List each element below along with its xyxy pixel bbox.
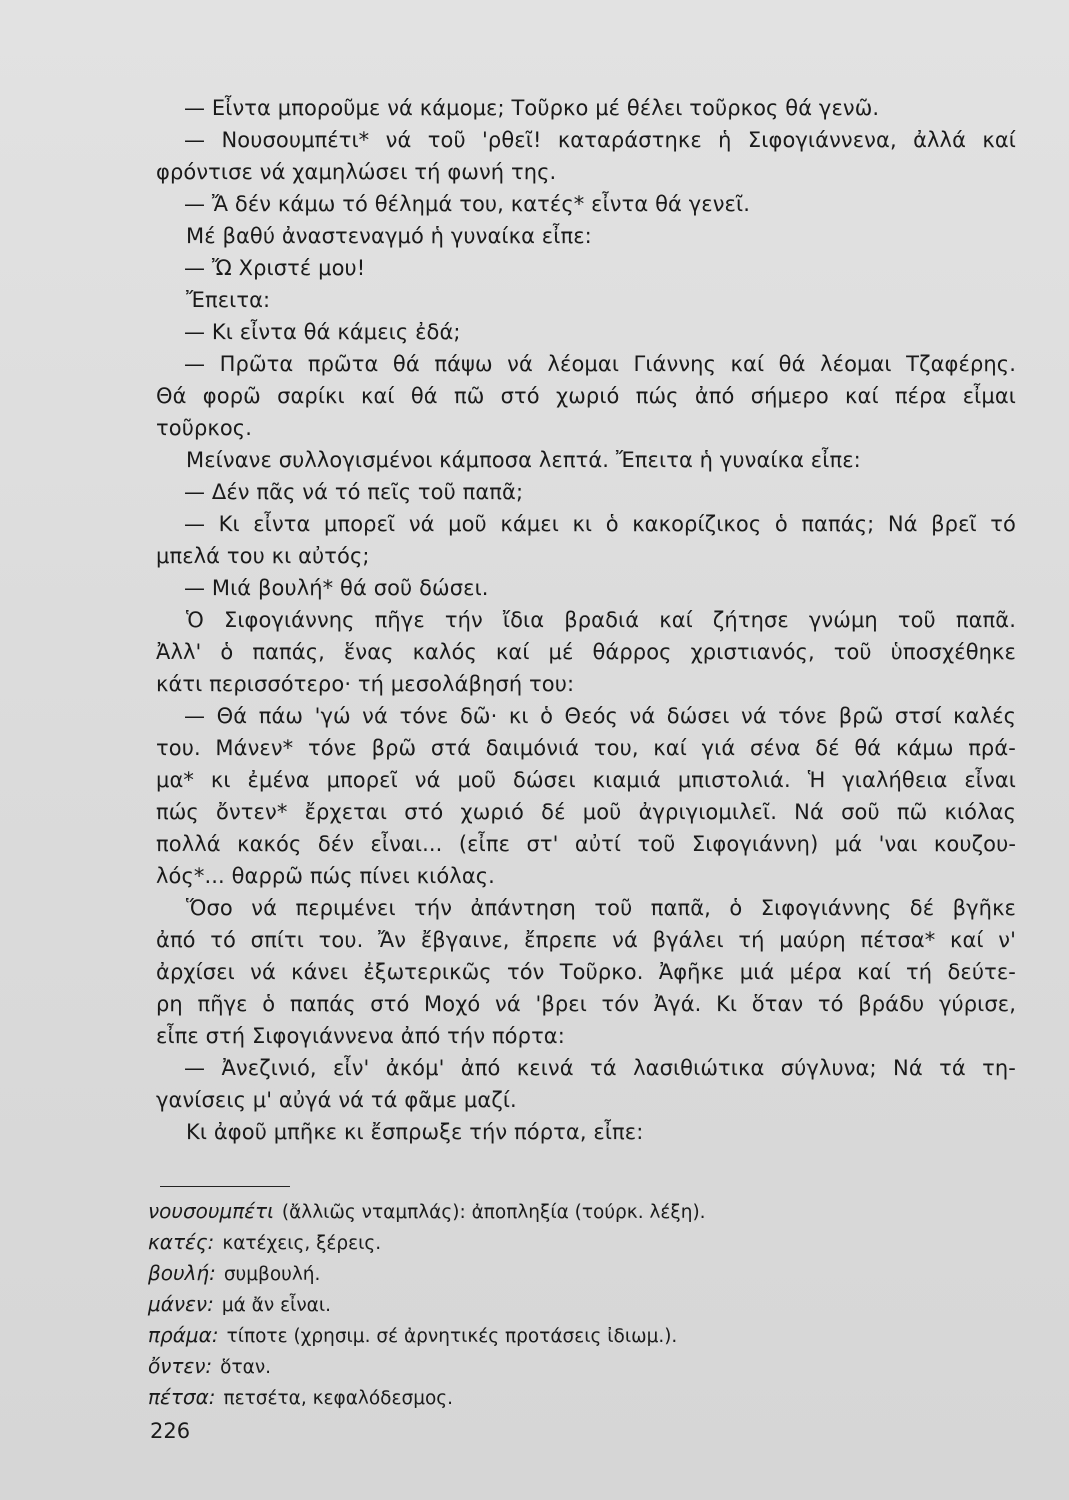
- text-line: πώς ὄντεν* ἔρχεται στό χωριό δέ μοῦ ἀγριγιομιλεῖ. Νά σοῦ πῶ κιόλας: [156, 800, 1016, 824]
- body-text: [156, 92, 1016, 1148]
- text-line: ἀρχίσει νά κάνει ἐξωτερικῶς τόν Τοῦρκο. Ἀφῆκε μιά μέρα καί τή δεύτε-: [156, 960, 1016, 984]
- text-line: — Κι εἶντα μπορεῖ νά μοῦ κάμει κι ὁ κακορίζικος ὁ παπάς; Νά βρεῖ τό: [184, 512, 1016, 536]
- footnote-term: νουσουμπέτι: [148, 1199, 274, 1223]
- text-line: του. Μάνεν* τόνε βρῶ στά δαιμόνιά του, καί γιά σένα δέ θά κάμω πρά-: [156, 736, 1016, 760]
- footnote: [148, 1196, 1008, 1227]
- footnote: [148, 1227, 1008, 1258]
- footnote-definition: (ἄλλιῶς νταμπλάς): ἀποπληξία (τούρκ. λέξη).: [281, 1202, 706, 1223]
- text-line: — Μιά βουλή* θά σοῦ δώσει.: [184, 576, 489, 600]
- text-line: — Ἄ δέν κάμω τό θέλημά του, κατές* εἶντα θά γενεῖ.: [184, 192, 750, 216]
- footnote-divider: [160, 1186, 290, 1187]
- footnote-definition: κατέχεις, ξέρεις.: [222, 1233, 382, 1254]
- footnote-definition: πετσέτα, κεφαλόδεσμος.: [223, 1388, 454, 1409]
- footnote-term: ὄντεν:: [148, 1354, 213, 1378]
- text-line: πολλά κακός δέν εἶναι... (εἶπε στ' αὐτί τοῦ Σιφογιάννη) μά 'ναι κουζου-: [156, 832, 1016, 856]
- text-line: Ὁ Σιφογιάννης πῆγε τήν ἴδια βραδιά καί ζήτησε γνώμη τοῦ παπᾶ.: [186, 608, 1016, 632]
- text-line: — Ἀνεζινιό, εἶν' ἀκόμ' ἀπό κεινά τά λασιθιώτικα σύγλυνα; Νά τά τη-: [184, 1056, 1016, 1080]
- text-line: — Κι εἶντα θά κάμεις ἐδά;: [184, 320, 461, 344]
- text-line: εἶπε στή Σιφογιάννενα ἀπό τήν πόρτα:: [156, 1024, 565, 1048]
- footnote-term: πράμα:: [148, 1323, 219, 1347]
- text-line: — Νουσουμπέτι* νά τοῦ 'ρθεῖ! καταράστηκε ἡ Σιφογιάννενα, ἀλλά καί: [184, 128, 1016, 152]
- text-line: λός*... θαρρῶ πώς πίνει κιόλας.: [156, 864, 495, 888]
- text-line: — Εἶντα μποροῦμε νά κάμομε; Τοῦρκο μέ θέλει τοῦρκος θά γενῶ.: [184, 96, 880, 120]
- text-line: φρόντισε νά χαμηλώσει τή φωνή της.: [156, 160, 557, 184]
- text-line: γανίσεις μ' αὐγά νά τά φᾶμε μαζί.: [156, 1088, 517, 1112]
- footnote: [148, 1382, 1008, 1413]
- footnote-term: βουλή:: [148, 1261, 216, 1285]
- text-line: μπελά του κι αὐτός;: [156, 544, 370, 568]
- page-number: 226: [150, 1419, 191, 1443]
- footnote-term: μάνεν:: [148, 1292, 214, 1316]
- text-line: Ἔπειτα:: [186, 288, 271, 312]
- footnote: [148, 1351, 1008, 1382]
- footnote: [148, 1258, 1008, 1289]
- footnotes: [148, 1196, 1008, 1413]
- footnote-term: κατές:: [148, 1230, 215, 1254]
- text-line: ρη πῆγε ὁ παπάς στό Μοχό νά 'βρει τόν Ἀγά. Κι ὅταν τό βράδυ γύρισε,: [156, 992, 1016, 1016]
- footnote-definition: ὅταν.: [220, 1357, 272, 1378]
- footnote-term: πέτσα:: [148, 1385, 216, 1409]
- text-line: Ὅσο νά περιμένει τήν ἀπάντηση τοῦ παπᾶ, ὁ Σιφογιάννης δέ βγῆκε: [186, 896, 1016, 920]
- footnote-definition: συμβουλή.: [223, 1264, 321, 1285]
- text-line: — Δέν πᾶς νά τό πεῖς τοῦ παπᾶ;: [184, 480, 524, 504]
- text-line: τοῦρκος.: [156, 416, 252, 440]
- text-line: Ἀλλ' ὁ παπάς, ἕνας καλός καί μέ θάρρος χριστιανός, τοῦ ὑποσχέθηκε: [156, 640, 1016, 664]
- text-line: κάτι περισσότερο· τή μεσολάβησή του:: [156, 672, 575, 696]
- text-line: μα* κι ἐμένα μπορεῖ νά μοῦ δώσει κιαμιά μπιστολιά. Ἡ γιαλήθεια εἶναι: [156, 768, 1016, 792]
- text-line: — Θά πάω 'γώ νά τόνε δῶ· κι ὁ Θεός νά δώσει νά τόνε βρῶ στσί καλές: [184, 704, 1016, 728]
- text-line: Μείνανε συλλογισμένοι κάμποσα λεπτά. Ἔπειτα ἡ γυναίκα εἶπε:: [186, 448, 861, 472]
- text-line: Κι ἀφοῦ μπῆκε κι ἔσπρωξε τήν πόρτα, εἶπε:: [186, 1120, 644, 1144]
- footnote: [148, 1320, 1008, 1351]
- footnote-definition: τίποτε (χρησιμ. σέ ἀρνητικές προτάσεις ἰδιωμ.).: [226, 1326, 678, 1347]
- text-line: Θά φορῶ σαρίκι καί θά πῶ στό χωριό πώς ἀπό σήμερο καί πέρα εἶμαι: [156, 384, 1016, 408]
- text-line: — Ὤ Χριστέ μου!: [184, 256, 366, 280]
- text-line: — Πρῶτα πρῶτα θά πάψω νά λέομαι Γιάννης καί θά λέομαι Τζαφέρης.: [184, 352, 1016, 376]
- footnote-definition: μά ἄν εἶναι.: [221, 1295, 331, 1316]
- text-line: ἀπό τό σπίτι του. Ἄν ἔβγαινε, ἔπρεπε νά βγάλει τή μαύρη πέτσα* καί ν': [156, 928, 1016, 952]
- footnote: [148, 1289, 1008, 1320]
- text-line: Μέ βαθύ ἀναστεναγμό ἡ γυναίκα εἶπε:: [186, 224, 592, 248]
